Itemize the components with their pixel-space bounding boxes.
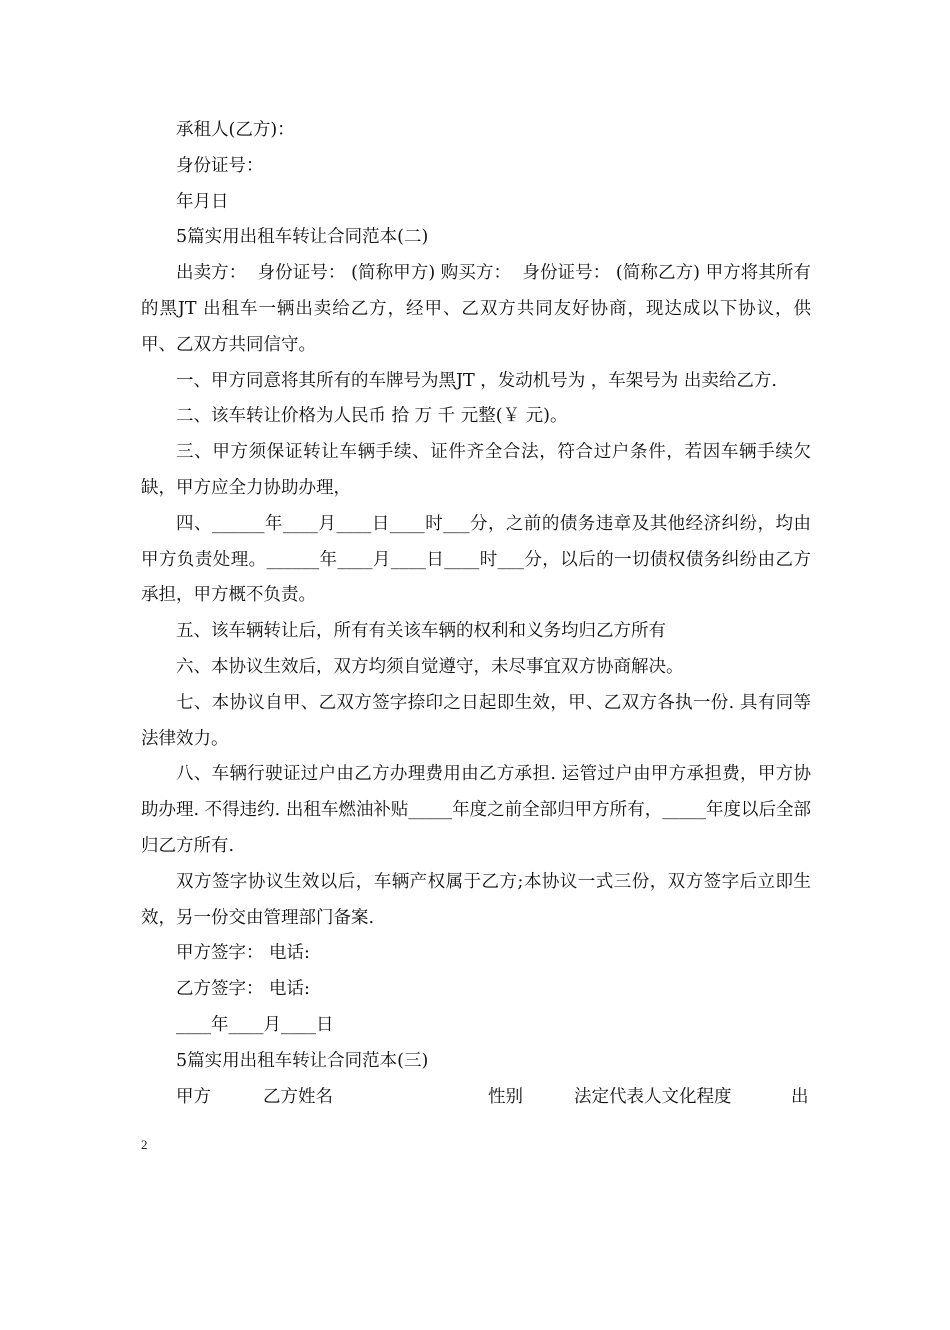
- cell-birth: 出: [791, 1086, 809, 1107]
- clause-5: 五、该车辆转让后，所有有关该车辆的权利和义务均归乙方所有: [176, 621, 666, 642]
- clause-7: 七、本协议自甲、乙双方签字捺印之日起即生效，甲、乙双方各执一份. 具有同等法律效力。: [141, 692, 811, 749]
- signing-date: ____年____月____日: [176, 1014, 334, 1035]
- clause-8: 八、车辆行驶证过户由乙方办理费用由乙方承担. 运管过户由甲方承担费，甲方协助办理. 不得违约. 出租车燃油补贴_____年度之前全部归甲方所有，_____年度以后全部归乙方所有.: [141, 764, 811, 856]
- clause-1: 一、甲方同意将其所有的车牌号为黑JT ，发动机号为 ，车架号为 出卖给乙方.: [176, 370, 777, 391]
- section-title-2: 5篇实用出租车转让合同范本(二): [176, 227, 429, 248]
- lessee-line: 承租人(乙方)：: [176, 120, 295, 140]
- party-a-signature: 甲方签字： 电话:: [176, 943, 310, 964]
- clause-3: 三、甲方须保证转让车辆手续、证件齐全合法，符合过户条件，若因车辆手续欠缺，甲方应全力协助办理，: [141, 442, 811, 498]
- cell-party-b-name: 乙方姓名: [263, 1086, 333, 1107]
- party-b-signature: 乙方签字： 电话:: [176, 979, 310, 1000]
- clause-2: 二、该车转让价格为人民币 拾 万 千 元整(￥ 元)。: [176, 406, 568, 427]
- cell-gender: 性别: [488, 1086, 523, 1107]
- table-row: [141, 1080, 811, 1116]
- effect-paragraph: 双方签字协议生效以后，车辆产权属于乙方;本协议一式三份，双方签字后立即生效，另一份交由管理部门备案.: [141, 871, 811, 928]
- clause-4: 四、______年____月____日____时___分，之前的债务违章及其他经济纠纷，均由甲方负责处理。______年____月____日____时___分，以后的一切债权债务纠纷由乙方承担，甲方概不负责。: [141, 513, 811, 606]
- page-number: 2: [141, 1137, 148, 1152]
- cell-legal-rep-education: 法定代表人文化程度: [574, 1086, 732, 1107]
- document-body: [141, 113, 811, 1115]
- id-number-line: 身份证号：: [176, 155, 264, 176]
- clause-6: 六、本协议生效后，双方均须自觉遵守，未尽事宜双方协商解决。: [176, 656, 684, 677]
- parties-paragraph: 出卖方： 身份证号： (简称甲方) 购买方： 身份证号： (简称乙方) 甲方将其所有的黑JT 出租车一辆出卖给乙方，经甲、乙双方共同友好协商，现达成以下协议，供甲、乙双方共同信守。: [141, 263, 811, 355]
- cell-party-a: 甲方: [176, 1086, 211, 1107]
- date-line: 年月日: [176, 191, 229, 212]
- section-title-3: 5篇实用出租车转让合同范本(三): [176, 1050, 429, 1071]
